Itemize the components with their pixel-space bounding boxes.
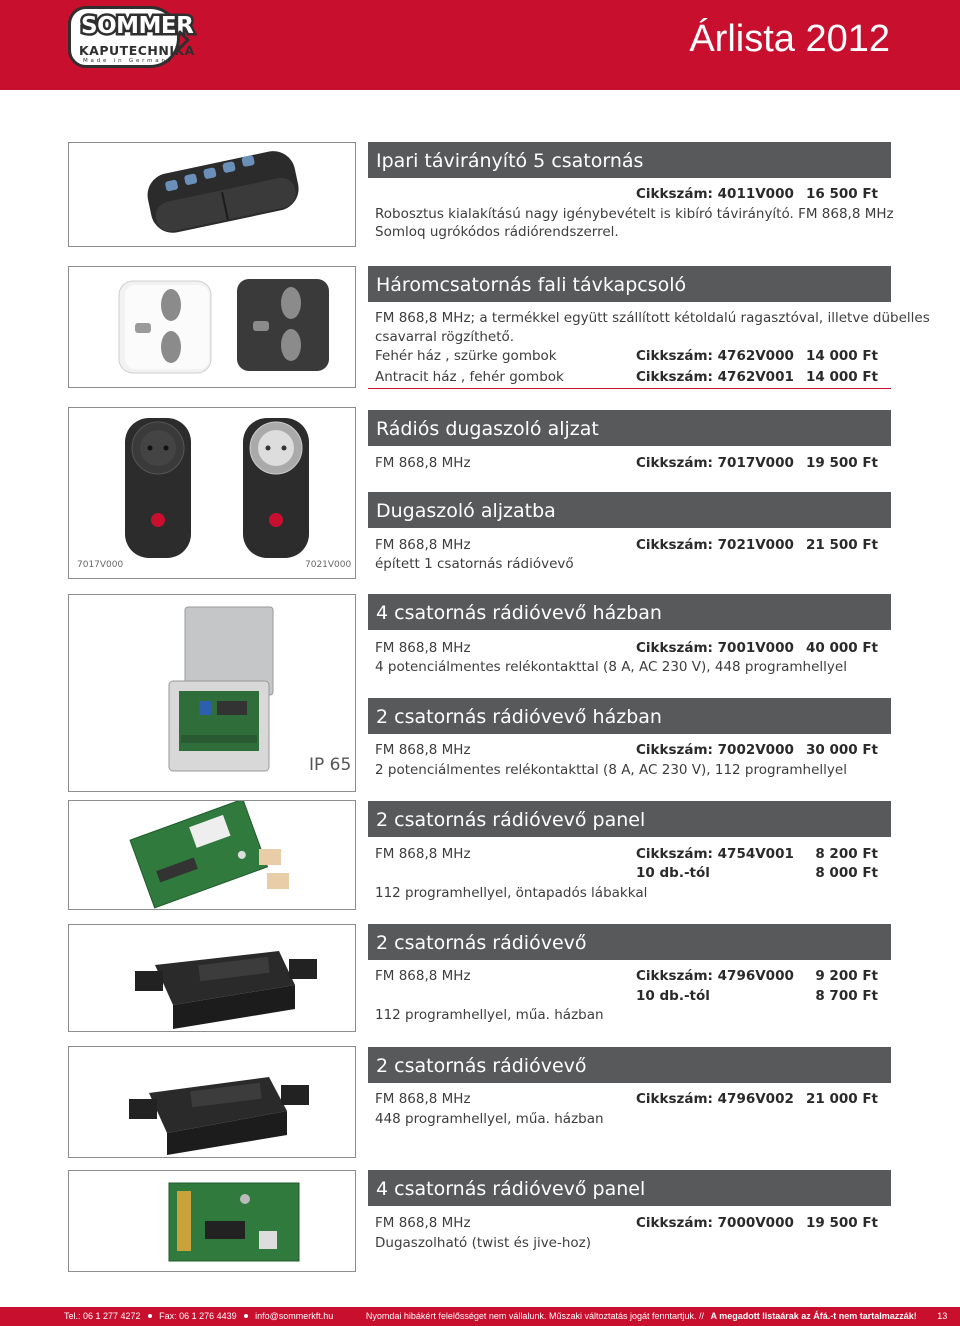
item-code: Cikkszám: 7021V000 bbox=[636, 537, 794, 553]
footer-phone[interactable]: Tel.: 06 1 277 4272 bbox=[64, 1311, 141, 1321]
item-code: Cikkszám: 4762V000 bbox=[636, 348, 794, 364]
item-price: 8 200 Ft bbox=[815, 846, 878, 862]
item-code: Cikkszám: 7001V000 bbox=[636, 640, 794, 656]
quantity-price: 8 700 Ft bbox=[815, 988, 878, 1004]
quantity-label: 10 db.-tól bbox=[636, 865, 710, 881]
plug-socket-icon bbox=[69, 408, 356, 558]
item-frequency: FM 868,8 MHz bbox=[375, 968, 471, 984]
receiver-panel-photo bbox=[68, 800, 356, 910]
item-title: Rádiós dugaszoló aljzat bbox=[368, 410, 891, 446]
logo-subtitle: KAPUTECHNIKA bbox=[79, 43, 195, 58]
footer-notice: Nyomdai hibákért felelősséget nem vállalunk. Műszaki változtatás jogát fenntartjuk. // bbox=[365, 1311, 705, 1321]
circuit-board-icon bbox=[69, 801, 356, 910]
item-desc: 2 potenciálmentes relékontakttal (8 A, AC 230 V), 112 programhellyel bbox=[375, 762, 847, 778]
item-title: 2 csatornás rádióvevő bbox=[368, 924, 891, 960]
item-code: Cikkszám: 4754V001 bbox=[636, 846, 794, 862]
item-code: Cikkszám: 4011V000 bbox=[636, 186, 794, 202]
logo-wordmark: SOMMER bbox=[81, 13, 194, 39]
wall-switch-photo bbox=[68, 266, 356, 388]
footer-email[interactable]: info@sommerkft.hu bbox=[255, 1311, 334, 1321]
footer-fax: Fax: 06 1 276 4439 bbox=[159, 1311, 237, 1321]
item-desc: 112 programhellyel, műa. házban bbox=[375, 1007, 604, 1023]
caption-7017: 7017V000 bbox=[77, 560, 124, 570]
item-desc: épített 1 csatornás rádióvevő bbox=[375, 556, 574, 572]
item-title: 2 csatornás rádióvevő panel bbox=[368, 801, 891, 837]
item-frequency: FM 868,8 MHz bbox=[375, 537, 471, 553]
logo-tagline: Made in Germany bbox=[83, 58, 174, 64]
page-title: Árlista 2012 bbox=[689, 18, 890, 60]
item-price: 21 500 Ft bbox=[805, 537, 878, 553]
item-frequency: FM 868,8 MHz bbox=[375, 846, 471, 862]
item-desc: Somloq ugrókódos rádiórendszerrel. bbox=[375, 224, 619, 240]
item-code: Cikkszám: 7000V000 bbox=[636, 1215, 794, 1231]
sommer-logo bbox=[68, 6, 195, 68]
remote-control-photo bbox=[68, 142, 356, 247]
industrial-remote-icon bbox=[69, 143, 356, 247]
variant-label: Antracit ház , fehér gombok bbox=[375, 369, 564, 385]
item-title: 2 csatornás rádióvevő bbox=[368, 1047, 891, 1083]
item-title: Ipari távirányító 5 csatornás bbox=[368, 142, 891, 178]
item-price: 19 500 Ft bbox=[805, 1215, 878, 1231]
item-code: Cikkszám: 7002V000 bbox=[636, 742, 794, 758]
red-divider bbox=[368, 388, 891, 389]
bullet-icon bbox=[244, 1314, 248, 1318]
item-price: 14 000 Ft bbox=[805, 369, 878, 385]
item-code: Cikkszám: 4796V002 bbox=[636, 1091, 794, 1107]
item-frequency: FM 868,8 MHz bbox=[375, 1091, 471, 1107]
item-desc: 4 potenciálmentes relékontakttal (8 A, AC 230 V), 448 programhellyel bbox=[375, 659, 847, 675]
item-title: 4 csatornás rádióvevő panel bbox=[368, 1170, 891, 1206]
circuit-board-4ch-icon bbox=[69, 1171, 356, 1272]
item-code: Cikkszám: 7017V000 bbox=[636, 455, 794, 471]
item-frequency: FM 868,8 MHz bbox=[375, 1215, 471, 1231]
item-code: Cikkszám: 4796V000 bbox=[636, 968, 794, 984]
bullet-icon bbox=[148, 1314, 152, 1318]
page-header bbox=[0, 0, 960, 90]
item-price: 14 000 Ft bbox=[805, 348, 878, 364]
item-desc: 448 programhellyel, műa. házban bbox=[375, 1111, 604, 1127]
item-price: 21 000 Ft bbox=[805, 1091, 878, 1107]
ip-rating: IP 65 bbox=[309, 755, 352, 775]
item-title: Dugaszoló aljzatba bbox=[368, 492, 891, 528]
item-desc: Robosztus kialakítású nagy igénybevételt is kibíró távirányító. FM 868,8 MHz bbox=[375, 206, 894, 222]
item-desc: 112 programhellyel, öntapadós lábakkal bbox=[375, 885, 648, 901]
item-desc: Dugaszolható (twist és jive-hoz) bbox=[375, 1235, 592, 1251]
footer-vat-notice: A megadott listaárak az Áfá.-t nem tartalmazzák! bbox=[710, 1311, 917, 1321]
item-frequency: FM 868,8 MHz bbox=[375, 640, 471, 656]
page-number: 13 bbox=[937, 1311, 948, 1321]
item-frequency: FM 868,8 MHz bbox=[375, 455, 471, 471]
quantity-price: 8 000 Ft bbox=[815, 865, 878, 881]
item-title: Háromcsatornás fali távkapcsoló bbox=[368, 266, 891, 302]
item-frequency: FM 868,8 MHz bbox=[375, 742, 471, 758]
wall-switch-icon bbox=[69, 267, 356, 388]
item-price: 19 500 Ft bbox=[805, 455, 878, 471]
receiver-housing-icon bbox=[69, 925, 356, 1032]
item-price: 9 200 Ft bbox=[815, 968, 878, 984]
receiver-housing-icon-2 bbox=[69, 1047, 356, 1158]
item-title: 2 csatornás rádióvevő házban bbox=[368, 698, 891, 734]
item-title: 4 csatornás rádióvevő házban bbox=[368, 594, 891, 630]
receiver-448-photo bbox=[68, 1046, 356, 1158]
socket-photo bbox=[68, 407, 356, 579]
item-price: 40 000 Ft bbox=[805, 640, 878, 656]
item-price: 16 500 Ft bbox=[805, 186, 878, 202]
item-code: Cikkszám: 4762V001 bbox=[636, 369, 794, 385]
item-price: 30 000 Ft bbox=[805, 742, 878, 758]
variant-label: Fehér ház , szürke gombok bbox=[375, 348, 557, 364]
page-footer bbox=[0, 1307, 960, 1326]
quantity-label: 10 db.-tól bbox=[636, 988, 710, 1004]
panel-4ch-photo bbox=[68, 1170, 356, 1272]
item-desc: FM 868,8 MHz; a termékkel együtt szállított kétoldalú ragasztóval, illetve dübelles bbox=[375, 310, 930, 326]
item-desc: csavarral rögzíthető. bbox=[375, 329, 515, 345]
receiver-box-photo bbox=[68, 594, 356, 792]
receiver-2ch-photo bbox=[68, 924, 356, 1032]
caption-7021: 7021V000 bbox=[305, 560, 352, 570]
